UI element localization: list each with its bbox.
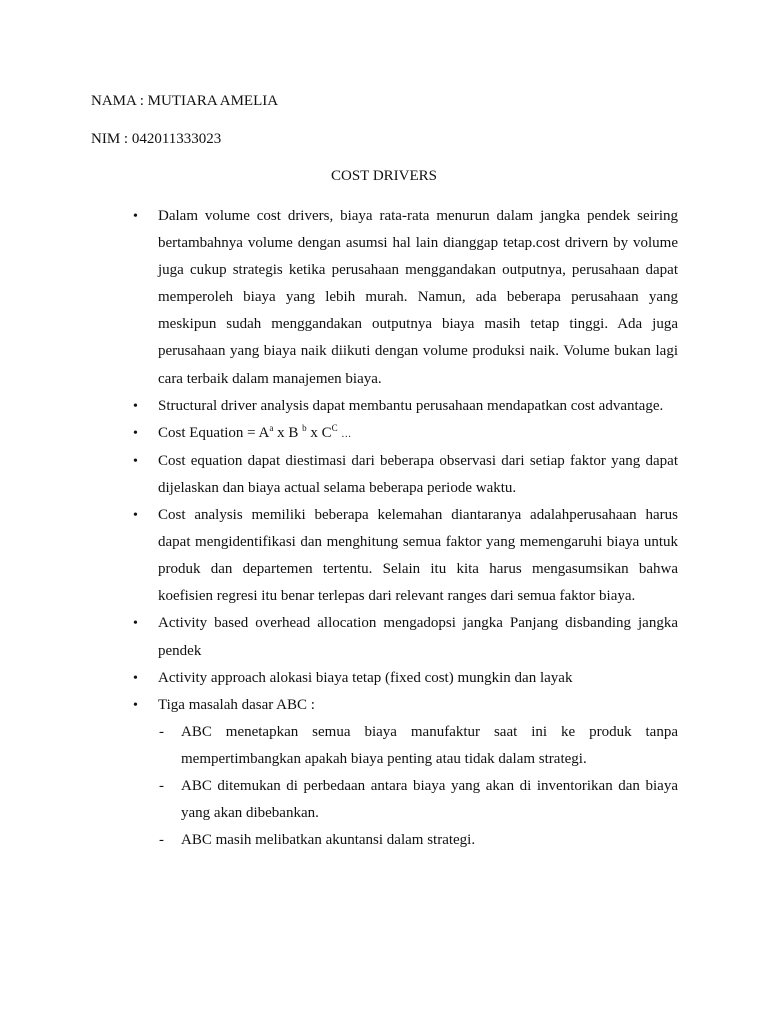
bullet-icon: • [133,697,138,713]
sub-list-item [158,773,678,827]
equation-prefix: Cost Equation = A [158,424,270,441]
dash-icon: - [159,832,164,849]
bullet-list [130,203,678,854]
equation-ellipsis: … [337,428,353,440]
abc-problem-list [158,719,678,854]
exponent-a: a [269,422,274,433]
sub-list-item [158,827,678,854]
student-nim: NIM : 042011333023 [91,131,222,147]
bullet-text: Structural driver analysis dapat membantu perusahaan mendapatkan cost advantage. [158,397,664,414]
bullet-text: Activity approach alokasi biaya tetap (fixed cost) mungkin dan layak [158,669,573,686]
bullet-text: Dalam volume cost drivers, biaya rata-rata menurun dalam jangka pendek seiring bertambahnya volume dengan asumsi hal lain dianggap tetap.cost drivern by volume juga cukup strategis ketika perusahaan menggandakan outputnya, perusahaan dapat memperoleh biaya yang lebih murah. Namun, ada beberapa perusahaan yang meskipun sudah menggandakan outputnya biaya masih tetap tinggi. Ada juga perusahaan yang biaya naik diikuti dengan volume produksi naik. Volume bukan lagi cara terbaik dalam manajemen biaya. [158,208,678,387]
page-title: COST DRIVERS [331,168,437,184]
bullet-icon: • [133,508,138,524]
list-item [130,665,678,692]
bullet-text: Cost analysis memiliki beberapa kelemahan diantaranya adalahperusahaan harus dapat mengidentifikasi dan menghitung semua faktor yang memengaruhi biaya untuk produk dan departemen tertentu. Selain itu kita harus mengasumsikan bahwa koefisien regresi itu benar terlepas dari relevant ranges dari semua faktor biaya. [158,507,678,605]
bullet-content [130,203,678,854]
list-item [130,448,678,502]
list-item [130,610,678,664]
equation-mid-2: x C [306,424,332,441]
exponent-c: C [331,422,338,433]
list-item [130,420,678,448]
bullet-icon: • [133,398,138,414]
bullet-text: Tiga masalah dasar ABC : [158,696,315,713]
dash-icon: - [159,723,164,740]
bullet-text: Activity based overhead allocation mengadopsi jangka Panjang disbanding jangka pendek [158,615,678,659]
student-name: NAMA : MUTIARA AMELIA [91,93,279,109]
cost-equation [158,422,353,441]
exponent-b: b [302,422,307,433]
sub-list-item [158,719,678,773]
list-item [130,502,678,610]
sub-item-text: ABC masih melibatkan akuntansi dalam strategi. [181,832,476,849]
dash-icon: - [159,777,164,794]
sub-item-text: ABC ditemukan di perbedaan antara biaya yang akan di inventorikan dan biaya yang akan dibebankan. [181,777,678,822]
bullet-text: Cost equation dapat diestimasi dari beberapa observasi dari setiap faktor yang dapat dijelaskan dan biaya actual selama beberapa periode waktu. [158,452,678,496]
bullet-icon: • [133,453,138,469]
bullet-icon: • [133,209,138,224]
list-item [130,203,678,393]
bullet-icon: • [133,425,138,441]
list-item [130,393,678,420]
bullet-icon: • [133,670,138,686]
bullet-icon: • [133,616,138,632]
list-item [130,692,678,855]
sub-item-text: ABC menetapkan semua biaya manufaktur saat ini ke produk tanpa mempertimbangkan apakah biaya penting atau tidak dalam strategi. [181,723,678,767]
equation-mid-1: x B [273,424,303,441]
